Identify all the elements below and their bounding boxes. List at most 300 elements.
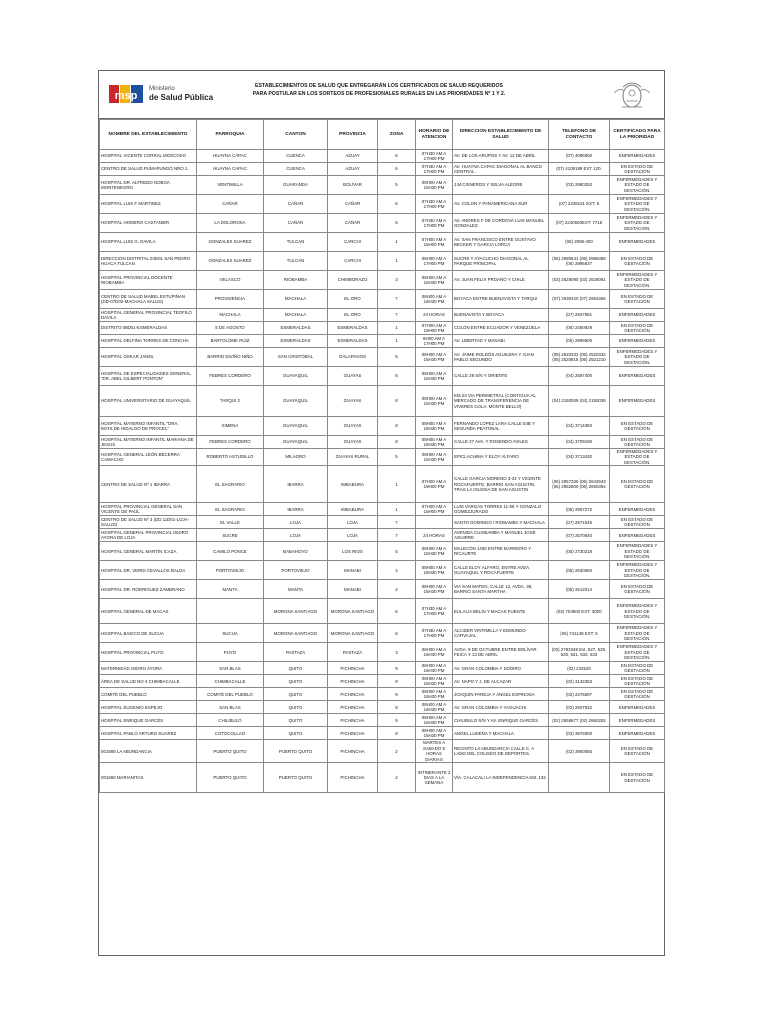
address: AV. DE LOS ARUPOS Y AV. 12 DE ABRIL: [453, 150, 549, 163]
contact-phone: (04) 2150009 (04) 2150036: [549, 386, 610, 417]
contact-phone: (06) 2957272: [549, 503, 610, 516]
zone: 2: [378, 740, 416, 763]
parish: GONZALES SUAREZ: [197, 233, 264, 252]
parish: TARQUI 2: [197, 386, 264, 417]
contact-phone: [549, 763, 610, 793]
parish: SAN BLAS: [197, 662, 264, 675]
establishment-name: MATERNIDAD ISIDRO AYORA: [100, 662, 197, 675]
address: CALLE GARCIA MORENO 3-34 Y VICENTE ROCAFUERTE, BARRIO SAN AGUSTIN, TRAS LA IGLESIA DE SAN AGUSTIN: [453, 466, 549, 503]
establishment-name: HOSPITAL VICENTE CORRAL MOSCOSO: [100, 150, 197, 163]
opening-hours: 08H00 AM A 16H30 PM: [416, 714, 453, 727]
coat-of-arms-icon: [612, 77, 652, 113]
province: PICHINCHA: [328, 688, 378, 701]
province: BOLÍVAR: [328, 176, 378, 195]
parish: HUAYNA CÁPAC: [197, 150, 264, 163]
contact-phone: (04) 2597400: [549, 367, 610, 386]
opening-hours: MARTES A SABADO 8 HORAS DIARIAS: [416, 740, 453, 763]
contact-phone: (02) 3979300: [549, 727, 610, 740]
table-row: [100, 195, 665, 214]
parish: SAN BLAS: [197, 701, 264, 714]
parish: [197, 599, 264, 624]
canton: GUAYAQUIL: [264, 367, 328, 386]
table-row: [100, 335, 665, 348]
canton: PORTOVIEJO: [264, 561, 328, 580]
zone: 8: [378, 417, 416, 436]
certificate-priority: ENFERMEDADES: [610, 701, 665, 714]
opening-hours: 08H00 AM A 16H30 PM: [416, 417, 453, 436]
opening-hours: 08H00 AM A 17H00 PM: [416, 252, 453, 271]
address: FERNANDO LOPEZ LARA CALLE 54B Y SEGUNDA PEATONAL: [453, 417, 549, 436]
zone: 9: [378, 675, 416, 688]
province: CHIMBORAZO: [328, 271, 378, 290]
establishment-name: ÁREA DE SALUD NO 4 CHIMBACALLE: [100, 675, 197, 688]
address: AV. HUAYNA CAPAC DIAGONAL AL BANCO CENTRAL.: [453, 163, 549, 176]
province: GALAPAGOS: [328, 348, 378, 367]
zone: 4: [378, 561, 416, 580]
canton: PUERTO QUITO: [264, 763, 328, 793]
address: JOAQUÍN PAREJA Y ANGEL ESPINOSA: [453, 688, 549, 701]
opening-hours: 08H00 AM A 16H30 PM: [416, 701, 453, 714]
table-row: [100, 449, 665, 466]
certificate-priority: ENFERMEDADES Y ESTADO DE GESTACIÓN.: [610, 643, 665, 662]
contact-phone: (07) 4096000: [549, 150, 610, 163]
msp-logo-icon: [109, 79, 145, 109]
table-row: [100, 675, 665, 688]
establishment-name: HOSPITAL HOMERO CASTANIER: [100, 214, 197, 233]
opening-hours: 08H00 AM A 16H30 PM: [416, 727, 453, 740]
parish: EL VALLE: [197, 516, 264, 529]
establishment-name: CENTRO DE SALUD PUMAPUNGO NRO 1.: [100, 163, 197, 176]
address: CALLE ELOY ALFARO, ENTRE AVDA. GUAYAQUIL Y ROCAFUERTE: [453, 561, 549, 580]
address: COLON ENTRE ECUADOR Y VENEZUELA: [453, 322, 549, 335]
establishment-name: HOSPITAL DE ESPECIALIDADES GENERAL "DR. ABEL GILBERT PONTON": [100, 367, 197, 386]
address: ALCIDER VINTIMILLA Y EDMUNDO CARVAJAL: [453, 624, 549, 643]
zone: 7: [378, 290, 416, 309]
province: PICHINCHA: [328, 714, 378, 727]
address: AV. NAPO Y J. DE ALCAZAR: [453, 675, 549, 688]
address: KM.23 VIA PERIMETRAL (CONTIGUA AL MERCADO DE TRANSFERENCIA DE VIVERES COLA. MONTE BELLO): [453, 386, 549, 417]
parish: CAÑAR: [197, 195, 264, 214]
opening-hours: 08H00 AM A 16H30 PM: [416, 542, 453, 561]
title-line-2: PARA POSTULAR EN LOS SORTEOS DE PROFESIONALES RURALES EN LAS PRIORIDADES Nº 1 Y 2.: [252, 91, 506, 97]
opening-hours: 08H00 AM A 16H30 PM: [416, 348, 453, 367]
contact-phone: (07) 2240500EXT: 7716: [549, 214, 610, 233]
zone: 1: [378, 233, 416, 252]
contact-phone: (06) 2999500: [549, 335, 610, 348]
table-row: [100, 542, 665, 561]
address: AV. GRAN COLOMBIA Y SODIRO: [453, 662, 549, 675]
contact-phone: (02) 3132363: [549, 675, 610, 688]
contact-phone: (03) 703800 EXT: 3000: [549, 599, 610, 624]
address: ANGEL LUDEÑA Y MACHALA: [453, 727, 549, 740]
contact-phone: (02) 2507932: [549, 701, 610, 714]
province: IMBABURA: [328, 466, 378, 503]
canton: MORONA SANTIAGO: [264, 599, 328, 624]
opening-hours: 07H30 AM A 17H00 PM: [416, 214, 453, 233]
zone: 9: [378, 727, 416, 740]
address: BOYACA ENTRE BUENAVISTA Y TARQUI: [453, 290, 549, 309]
zone: 5: [378, 176, 416, 195]
establishment-name: HOSPITAL PROVINCIAL DOCENTE RIOBAMBA: [100, 271, 197, 290]
certificate-priority: ENFERMEDADES: [610, 714, 665, 727]
opening-hours: 07H00 AM A 19H00 PM: [416, 466, 453, 503]
zone: 3: [378, 643, 416, 662]
svg-text:msp: msp: [114, 90, 138, 102]
opening-hours: 8H00 AM A 17H00 PM: [416, 335, 453, 348]
certificate-priority: ENFERMEDADES: [610, 386, 665, 417]
certificate-priority: ENFERMEDADES: [610, 150, 665, 163]
document-sheet: [98, 70, 665, 956]
establishment-name: HOSPITAL DR. VERDI CEVALLOS BALDA: [100, 561, 197, 580]
certificate-priority: EN ESTADO DE GESTACIÓN: [610, 688, 665, 701]
address: VÍA. CALACALI LA INDEPENDENCIA KM. 133: [453, 763, 549, 793]
establishment-name: HOSPITAL BASICO DE SUCUA: [100, 624, 197, 643]
table-row: [100, 714, 665, 727]
contact-phone: (05) 2630660: [549, 561, 610, 580]
canton: QUITO: [264, 662, 328, 675]
canton: MORONA SANTIAGO: [264, 624, 328, 643]
canton: QUITO: [264, 701, 328, 714]
province: ESMERALDAS: [328, 335, 378, 348]
establishment-name: HOSPITAL DELFINA TORRES DE CONCHA: [100, 335, 197, 348]
parish: SUCRE: [197, 529, 264, 542]
canton: TULCAN: [264, 233, 328, 252]
address: AV. JAIME ROLDÓS AGUILERA Y JUAN PABLO SEGUNDO: [453, 348, 549, 367]
parish: CHILIBULO: [197, 714, 264, 727]
opening-hours: 08H00 AM A 16H30 PM: [416, 367, 453, 386]
canton: IBARRA: [264, 466, 328, 503]
certificate-priority: ENFERMEDADES Y ESTADO DE GESTACIÓN.: [610, 271, 665, 290]
parish: COMITÉ DEL PUEBLO: [197, 688, 264, 701]
certificate-priority: EN ESTADO DE GESTACIÓN: [610, 763, 665, 793]
contact-phone: (03) 2793348 Ext. 527, 529, 530, 531, 532, 533: [549, 643, 610, 662]
parish: CAMILO PONCE: [197, 542, 264, 561]
parish: BARTOLOME RUIZ: [197, 335, 264, 348]
address: AV. JUAN FELIX PROAÑO Y CHILE: [453, 271, 549, 290]
opening-hours: 07H30 AM A 17H00 PM: [416, 599, 453, 624]
contact-phone: (03) 2628090 (03) 2628091: [549, 271, 610, 290]
address: CALLE 27 AVA. Y ROSENDO AVILES: [453, 436, 549, 449]
canton: CAÑAR: [264, 195, 328, 214]
table-row: [100, 561, 665, 580]
table-row: [100, 214, 665, 233]
parish: PUERTO QUITO: [197, 763, 264, 793]
parish: PUERTO QUITO: [197, 740, 264, 763]
zone: 6: [378, 624, 416, 643]
certificate-priority: EN ESTADO DE GESTACIÓN: [610, 516, 665, 529]
canton: SAN CRISTÓBAL: [264, 348, 328, 367]
certificate-priority: EN ESTADO DE GESTACIÓN: [610, 466, 665, 503]
table-row: [100, 580, 665, 599]
column-header: NOMBRE DEL ESTABLECIMIENTO: [100, 120, 197, 150]
canton: QUITO: [264, 675, 328, 688]
opening-hours: 07H00 AM A 16H00 PM: [416, 503, 453, 516]
contact-phone: (06) 2957336 (06) 2642943 (06) 2952800 (06) 2950354: [549, 466, 610, 503]
zone: 5: [378, 449, 416, 466]
contact-phone: (07) 2930420 (07) 2963466: [549, 290, 610, 309]
opening-hours: 08H00 AM A 16H30 PM: [416, 176, 453, 195]
establishment-name: HOSPITAL GENERAL PROVINCIAL ISIDRO AYORA DE LOJA: [100, 529, 197, 542]
table-row: [100, 701, 665, 714]
zone: 1: [378, 466, 416, 503]
contact-phone: (05) 2730218: [549, 542, 610, 561]
contact-phone: (06) 2450929: [549, 322, 610, 335]
certificate-priority: ENFERMEDADES Y ESTADO DE GESTACIÓN.: [610, 624, 665, 643]
certificate-priority: ENFERMEDADES: [610, 529, 665, 542]
contact-phone: (04) 3709190: [549, 436, 610, 449]
canton: GUAYAQUIL: [264, 436, 328, 449]
province: MORONA SANTIAGO: [328, 624, 378, 643]
province: LOS RIOS: [328, 542, 378, 561]
zone: 5: [378, 348, 416, 367]
parish: VENTIMILLA: [197, 176, 264, 195]
column-header: PROVINCIA: [328, 120, 378, 150]
column-header: PARROQUIA: [197, 120, 264, 150]
province: LOJA: [328, 529, 378, 542]
canton: LOJA: [264, 529, 328, 542]
province: CAÑAR: [328, 195, 378, 214]
zone: 1: [378, 335, 416, 348]
establishment-name: COMITÉ DEL PUEBLO: [100, 688, 197, 701]
contact-phone: (04) 3714350: [549, 417, 610, 436]
opening-hours: 08H00 AM A 16H30 PM: [416, 643, 453, 662]
canton: MILAGRO: [264, 449, 328, 466]
address: SUCRE Y AYACUCHO DIAGONAL AL PARQUE PRINCIPAL: [453, 252, 549, 271]
table-row: [100, 436, 665, 449]
canton: MACHALA: [264, 309, 328, 322]
establishment-name: HOSPITAL GENERAL PROVINCIAL TEOFILO DAVILA: [100, 309, 197, 322]
certificate-priority: ENFERMEDADES: [610, 503, 665, 516]
table-row: [100, 643, 665, 662]
province: CARCHI: [328, 252, 378, 271]
certificate-priority: ENFERMEDADES: [610, 367, 665, 386]
establishment-name: 001690 MARIANITAS: [100, 763, 197, 793]
certificate-priority: EN ESTADO DE GESTACIÓN: [610, 417, 665, 436]
certificate-priority: EN ESTADO DE GESTACIÓN: [610, 580, 665, 599]
parish: CHIMBACALLE: [197, 675, 264, 688]
establishment-name: HOSPITAL MATERNO INFANTIL "DRA. MATILDE HIDALGO DE PROCEL": [100, 417, 197, 436]
canton: CUENCA: [264, 150, 328, 163]
canton: PUERTO QUITO: [264, 740, 328, 763]
establishment-name: HOSPITAL LUIS G. DAVILA: [100, 233, 197, 252]
column-header: HORARIO DE ATENCION: [416, 120, 453, 150]
contact-phone: (04) 3713430: [549, 449, 610, 466]
table-row: [100, 624, 665, 643]
province: PASTAZA: [328, 643, 378, 662]
province: EL ORO: [328, 290, 378, 309]
address: AV. SAN FRANCISCO ENTRE GUSTAVO BECKER Y GARCIA LORCA: [453, 233, 549, 252]
province: IMBABURA: [328, 503, 378, 516]
column-header: DIRECCION ESTABLECIMIENTO DE SALUD: [453, 120, 549, 150]
opening-hours: 08H00 AM A 16H30 PM: [416, 271, 453, 290]
zone: 3: [378, 271, 416, 290]
column-header: CERTIFICADO PARA LA PRIORIDAD: [610, 120, 665, 150]
table-row: [100, 727, 665, 740]
parish: COTOCOLLAO: [197, 727, 264, 740]
zone: 6: [378, 195, 416, 214]
column-header: TELEFONO DE CONTACTO: [549, 120, 610, 150]
establishment-name: HOSPITAL DR. RODRIGUEZ ZAMBRANO: [100, 580, 197, 599]
establishment-name: HOSPITAL LUIS F MARTINEZ: [100, 195, 197, 214]
contact-phone: (07) 2236161 EXT: 5: [549, 195, 610, 214]
zone: 6: [378, 214, 416, 233]
establishment-name: CENTRO DE SALUD MABEL ESTUPIÑAN (DD-07D02-MACHALA SALUD): [100, 290, 197, 309]
establishment-name: HOSPITAL MATERNO INFANTIL MARIANA DE JESUS: [100, 436, 197, 449]
parish: LA DOLOROSA: [197, 214, 264, 233]
establishment-name: HOSPITAL ENRIQUE GARCÉS: [100, 714, 197, 727]
parish: 5 DE AGOSTO: [197, 322, 264, 335]
zone: 5: [378, 542, 416, 561]
province: LOJA: [328, 516, 378, 529]
opening-hours: 08H00 AM A 16H30 PM: [416, 561, 453, 580]
table-row: [100, 322, 665, 335]
contact-phone: (03) 2980282: [549, 176, 610, 195]
certificate-priority: EN ESTADO DE GESTACIÓN: [610, 322, 665, 335]
table-row: [100, 763, 665, 793]
zone: 8: [378, 436, 416, 449]
column-header: ZONA: [378, 120, 416, 150]
address: AV. COLON Y PANAMERICANA SUR: [453, 195, 549, 214]
address: LUIS VARGAS TORRES 11-56 Y GONZALO GOMEZJURADO: [453, 503, 549, 516]
table-row: [100, 516, 665, 529]
contact-phone: (02) 234520: [549, 662, 610, 675]
establishment-name: HOSPITAL UNIVERSITARIO DE GUAYAQUIL: [100, 386, 197, 417]
opening-hours: 08H00 AM A 16H30 PM: [416, 449, 453, 466]
zone: 8: [378, 386, 416, 417]
zone: 4: [378, 580, 416, 599]
province: GUAYAS: [328, 436, 378, 449]
table-row: [100, 290, 665, 309]
table-row: [100, 252, 665, 271]
table-row: [100, 662, 665, 675]
establishment-name: HOSPITAL DR. ALFREDO NOBOA MONTENEGRO: [100, 176, 197, 195]
parish: BARRIO DIVIÑO NIÑO: [197, 348, 264, 367]
table-row: [100, 309, 665, 322]
opening-hours: 08H00 AM A 16H30 PM: [416, 675, 453, 688]
address: CALLE 29 S/N Y ORIENTE: [453, 367, 549, 386]
document-header: [99, 71, 664, 119]
certificate-priority: ENFERMEDADES Y ESTADO DE GESTACIÓN.: [610, 449, 665, 466]
certificate-priority: EN ESTADO DE GESTACIÓN: [610, 662, 665, 675]
zone: 7: [378, 529, 416, 542]
certificate-priority: ENFERMEDADES Y ESTADO DE GESTACIÓN.: [610, 561, 665, 580]
contact-phone: (07) 2571645: [549, 516, 610, 529]
establishment-name: HOSPITAL PROVINCIAL GENERAL SAN VICENTE DE PAUL: [100, 503, 197, 516]
province: AZUAY: [328, 163, 378, 176]
zone: 1: [378, 322, 416, 335]
opening-hours: 08H00 AM A 16H30 PM: [416, 386, 453, 417]
province: PICHINCHA: [328, 675, 378, 688]
zone: 6: [378, 150, 416, 163]
contact-phone: (06) 2999-400: [549, 233, 610, 252]
opening-hours: 08H00 AM A 16H30 PM: [416, 662, 453, 675]
establishment-name: HOSPITAL GENERAL LEÓN BECERRA CAMACHO: [100, 449, 197, 466]
contact-phone: (02) 2658677 (02) 2660252: [549, 714, 610, 727]
opening-hours: 08H00 AM A 16H30 PM: [416, 688, 453, 701]
zone: 2: [378, 763, 416, 793]
province: MORONA SANTIAGO: [328, 599, 378, 624]
ministry-logo: [109, 79, 219, 113]
parish: PUYO: [197, 643, 264, 662]
establishment-name: DIRECCION DISTRITAL 04D01 SAN PEDRO HUACA TULCAN: [100, 252, 197, 271]
table-row: [100, 466, 665, 503]
opening-hours: 08H00 AM A 16H30 PM: [416, 290, 453, 309]
table-row: [100, 688, 665, 701]
certificate-priority: ENFERMEDADES Y ESTADO DE GESTACIÓN.: [610, 195, 665, 214]
canton: PASTAZA: [264, 643, 328, 662]
canton: TULCAN: [264, 252, 328, 271]
zone: 9: [378, 662, 416, 675]
certificate-priority: ENFERMEDADES: [610, 335, 665, 348]
parish: GONZALES SUAREZ: [197, 252, 264, 271]
column-header: CANTON: [264, 120, 328, 150]
parish: FEBRES CORDERO: [197, 436, 264, 449]
establishment-name: HOSPITAL EUGENIO ESPEJO: [100, 701, 197, 714]
province: PICHINCHA: [328, 763, 378, 793]
establishment-name: HOSPITAL GENERAL DE MACAS: [100, 599, 197, 624]
parish: XIMENA: [197, 417, 264, 436]
contact-phone: (06) 2980641 (06) 2986389 (06) 2986637: [549, 252, 610, 271]
canton: LOJA: [264, 516, 328, 529]
address: SANTO DOMINGO / RIOBAMBA Y MACHALA: [453, 516, 549, 529]
document-title: [239, 82, 519, 98]
address: CHILIBULO S/N Y AV. ENRIQUE GARCÉS: [453, 714, 549, 727]
certificate-priority: ENFERMEDADES: [610, 309, 665, 322]
establishment-name: HOSPITAL PABLO ARTURO SUAREZ: [100, 727, 197, 740]
certificate-priority: ENFERMEDADES Y ESTADO DE GESTACIÓN.: [610, 214, 665, 233]
province: GUAYAS: [328, 417, 378, 436]
province: MANABI: [328, 561, 378, 580]
ministry-name: Ministerio de Salud Pública: [149, 86, 214, 102]
table-body: [100, 150, 665, 793]
address: AVDA. 9 DE OCTUBRE ENTRE BOLÍVAR FEICA Y 13 DE ABRIL: [453, 643, 549, 662]
contact-phone: (07) 2937581: [549, 309, 610, 322]
zone: 6: [378, 599, 416, 624]
parish: MANTA: [197, 580, 264, 599]
certificate-priority: EN ESTADO DE GESTACIÓN: [610, 252, 665, 271]
certificate-priority: EN ESTADO DE GESTACIÓN: [610, 436, 665, 449]
zone: 9: [378, 688, 416, 701]
parish: EL SAGRARIO: [197, 503, 264, 516]
address: MALECÓN 1400 ENTRE BARREIRO Y RICAURTE: [453, 542, 549, 561]
opening-hours: 08H00 AM A 16H30 PM: [416, 436, 453, 449]
table-row: [100, 163, 665, 176]
certificate-priority: ENFERMEDADES: [610, 233, 665, 252]
parish: VELASCO: [197, 271, 264, 290]
address: RECINTO LA ABUNDANCIA CALLE C. A LADO DEL COLISEO DE DEPORTES.: [453, 740, 549, 763]
province: CAÑAR: [328, 214, 378, 233]
canton: BABAHOYO: [264, 542, 328, 561]
canton: CAÑAR: [264, 214, 328, 233]
province: AZUAY: [328, 150, 378, 163]
province: PICHINCHA: [328, 662, 378, 675]
address: AV. ANDRES F DE CORDOVA LUIS MANUEL GONZALEZ: [453, 214, 549, 233]
province: PICHINCHA: [328, 740, 378, 763]
table-row: [100, 417, 665, 436]
address: J.M.CISNEROS Y SELVA ALEGRE: [453, 176, 549, 195]
province: EL ORO: [328, 309, 378, 322]
parish: FEBRES CORDERO: [197, 367, 264, 386]
zone: 9: [378, 714, 416, 727]
address: BUENAVISTA Y BOYACA: [453, 309, 549, 322]
canton: QUITO: [264, 727, 328, 740]
contact-phone: (02) 3900055: [549, 740, 610, 763]
opening-hours: 07H00 AM A 16H00 PM: [416, 233, 453, 252]
table-row: [100, 367, 665, 386]
canton: MANTA: [264, 580, 328, 599]
canton: GUAYAQUIL: [264, 386, 328, 417]
establishment-name: CENTRO DE SALUD Nº 3 (DD 11D01-LOJA-SALUD): [100, 516, 197, 529]
